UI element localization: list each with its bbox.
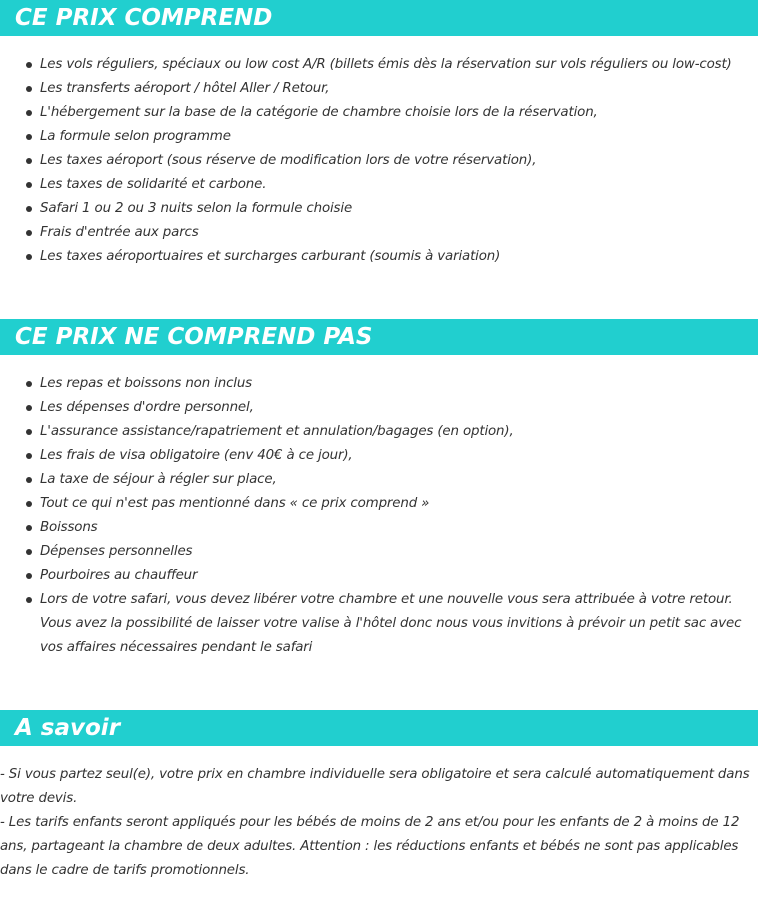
list-item: Tout ce qui n'est pas mentionné dans « ce prix comprend »	[0, 492, 758, 516]
list-item: Les repas et boissons non inclus	[0, 372, 758, 396]
list-item: Safari 1 ou 2 ou 3 nuits selon la formule choisie	[0, 197, 758, 221]
bullet-icon	[26, 549, 32, 555]
list-item: Les dépenses d'ordre personnel,	[0, 396, 758, 420]
bullet-icon	[26, 429, 32, 435]
list-item: Boissons	[0, 516, 758, 540]
section-title: CE PRIX COMPREND	[15, 5, 273, 31]
bullet-icon	[26, 381, 32, 387]
bullet-icon	[26, 182, 32, 188]
list-item: Les taxes aéroportuaires et surcharges carburant (soumis à variation)	[0, 245, 758, 269]
excluded-list	[0, 372, 758, 660]
bullet-icon	[26, 134, 32, 140]
section-header-info	[0, 710, 758, 746]
bullet-icon	[26, 254, 32, 260]
list-item: Les frais de visa obligatoire (env 40€ à ce jour),	[0, 444, 758, 468]
list-item: L'assurance assistance/rapatriement et annulation/bagages (en option),	[0, 420, 758, 444]
section-title: A savoir	[15, 715, 121, 741]
bullet-icon	[26, 573, 32, 579]
section-header-included	[0, 0, 758, 36]
list-item: Les taxes de solidarité et carbone.	[0, 173, 758, 197]
list-item: Dépenses personnelles	[0, 540, 758, 564]
info-paragraph: - Si vous partez seul(e), votre prix en chambre individuelle sera obligatoire et sera calculé automatiquement dans votre devis.	[0, 767, 750, 806]
list-item: Les transferts aéroport / hôtel Aller / Retour,	[0, 77, 758, 101]
bullet-icon	[26, 230, 32, 236]
bullet-icon	[26, 501, 32, 507]
bullet-icon	[26, 525, 32, 531]
info-notes	[0, 763, 758, 883]
bullet-icon	[26, 62, 32, 68]
bullet-icon	[26, 597, 32, 603]
bullet-icon	[26, 158, 32, 164]
section-title: CE PRIX NE COMPREND PAS	[15, 324, 373, 350]
list-item: Lors de votre safari, vous devez libérer votre chambre et une nouvelle vous sera attribuée à votre retour. Vous avez la possibilité de laisser votre valise à l'hôtel donc nous vous invitions à prévoir un petit sac avec vos affaires nécessaires pendant le safari	[0, 588, 758, 660]
bullet-icon	[26, 477, 32, 483]
bullet-icon	[26, 453, 32, 459]
list-item: L'hébergement sur la base de la catégorie de chambre choisie lors de la réservation,	[0, 101, 758, 125]
bullet-icon	[26, 86, 32, 92]
list-item: La formule selon programme	[0, 125, 758, 149]
included-list	[0, 53, 758, 269]
list-item: Les taxes aéroport (sous réserve de modification lors de votre réservation),	[0, 149, 758, 173]
list-item: Les vols réguliers, spéciaux ou low cost A/R (billets émis dès la réservation sur vols réguliers ou low-cost)	[0, 53, 758, 77]
section-header-excluded	[0, 319, 758, 355]
list-item: Pourboires au chauffeur	[0, 564, 758, 588]
bullet-icon	[26, 110, 32, 116]
info-paragraph: - Les tarifs enfants seront appliqués pour les bébés de moins de 2 ans et/ou pour les enfants de 2 à moins de 12 ans, partageant la chambre de deux adultes. Attention : les réductions enfants et bébés ne sont pas applicables dans le cadre de tarifs promotionnels.	[0, 815, 740, 878]
bullet-icon	[26, 206, 32, 212]
list-item: La taxe de séjour à régler sur place,	[0, 468, 758, 492]
list-item: Frais d'entrée aux parcs	[0, 221, 758, 245]
bullet-icon	[26, 405, 32, 411]
